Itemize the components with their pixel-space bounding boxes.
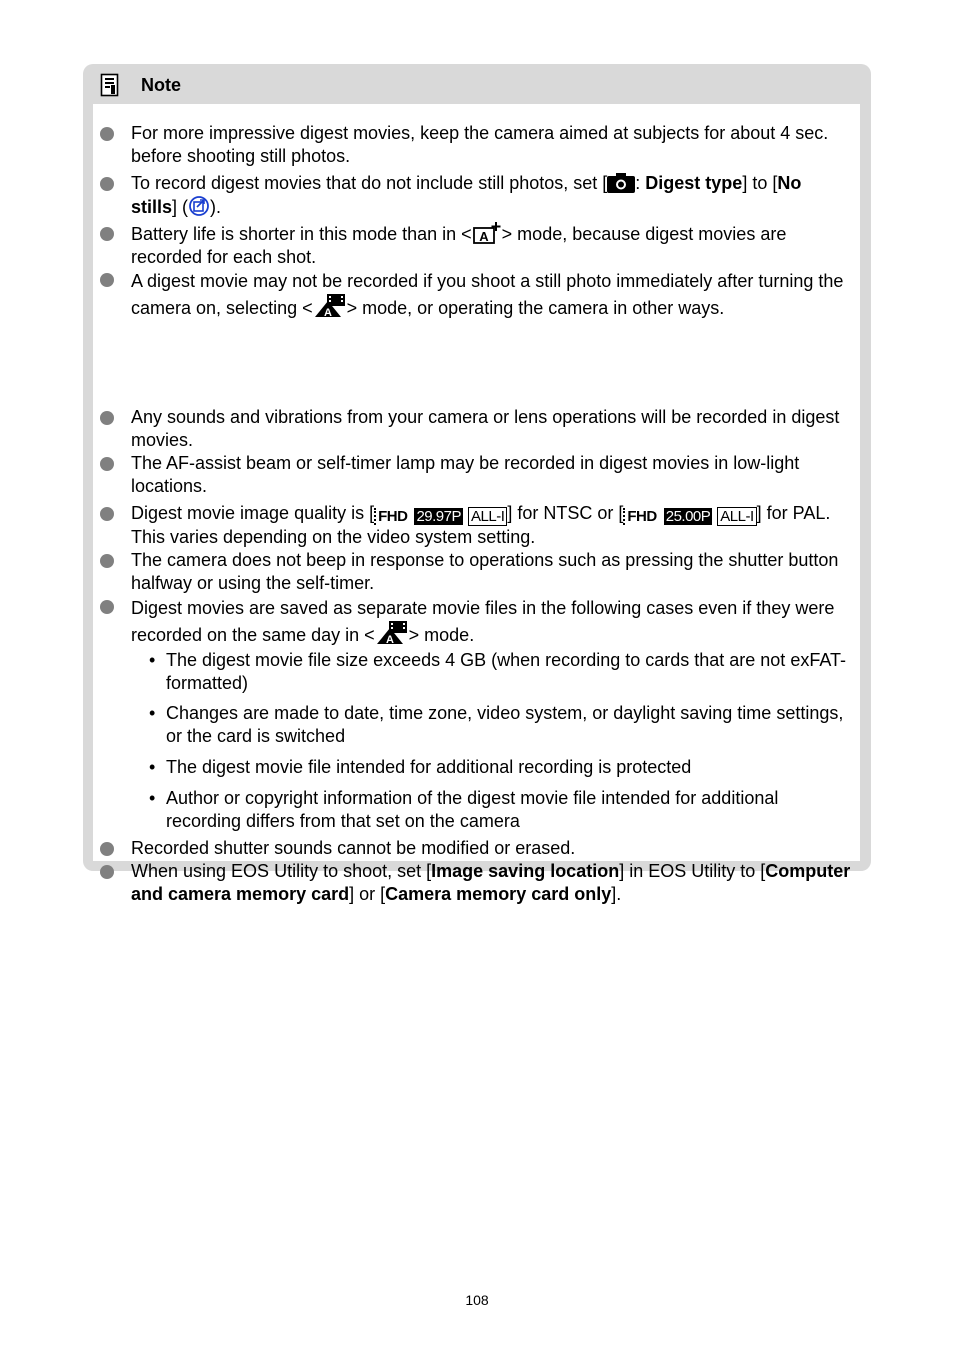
frame-rate-icon: 29.97P [416,508,461,525]
bullet-icon [100,411,114,425]
bullet-icon [100,457,114,471]
bullet-icon [100,842,114,856]
svg-text:A: A [323,307,332,318]
camera-icon [607,173,635,193]
fhd-icon: FHD [623,508,658,525]
note-icon [100,73,120,97]
compression-icon: ALL-I [468,507,507,526]
hybrid-auto-icon [313,294,347,318]
bullet-icon [100,865,114,879]
bullet-icon [100,554,114,568]
frame-rate-icon: 25.00P [665,508,711,525]
rotate-link-icon[interactable] [188,195,210,217]
bullet-icon [100,177,114,191]
bullet-icon [100,273,114,287]
note-title: Note [141,75,181,95]
bullet-icon [100,227,114,241]
bullet-icon [100,507,114,521]
svg-text:A: A [478,229,489,244]
bullet-icon [100,127,114,141]
fhd-icon: FHD [374,508,409,525]
svg-text:A: A [385,634,394,645]
page-number: 108 [465,1292,489,1308]
note-body: For more impressive digest movies, keep the camera aimed at subjects for about 4 sec. before shooting still photos. To record digest movies that do not include still photos, set [ : Digest type] to [No stills] ( ). Battery life is shorter in this mode than in < A > mode, because digest movies are recorded for each shot. A digest movie may not be recorded if you shoot a still photo immediately after turning the camera on, selecting < A > mode, or operating the camera in other ways. Any sounds and vibrations from your camera or lens operations will be recorded in digest movies. The AF-assist beam or self-timer lamp may be recorded in digest movies in low-light locations. Digest movie image quality is [ FHD 29.97P ALL-I ] for NTSC or [ FHD 25.00P ALL-I ] for PAL. This varies depending on the video system setting. The camera does not beep in response to operations such as pressing the shutter button halfway or using the self-timer. Digest movies are saved as separate movie files in the following cases even if they were recorded on the same day in < A > mode. • The digest movie file size exceeds 4 GB (when recording to cards that are not exFAT-formatted) • Changes are made to date, time zone, video system, or daylight saving time settings, or the card is switched • The digest movie file intended for additional recording is protected • Author or copyright information of the digest movie file intended for additional recording differs from that set on the camera Recorded shutter sounds cannot be modified or erased. When using EOS Utility to shoot, set [Image saving location] in EOS Utility to [Computer and camera memory card] or [Camera memory card only]. [93,104,860,861]
hybrid-auto-icon [375,621,409,645]
scene-auto-icon [472,222,502,244]
bullet-icon [100,600,114,614]
compression-icon: ALL-I [717,507,756,526]
note-box [83,64,871,904]
